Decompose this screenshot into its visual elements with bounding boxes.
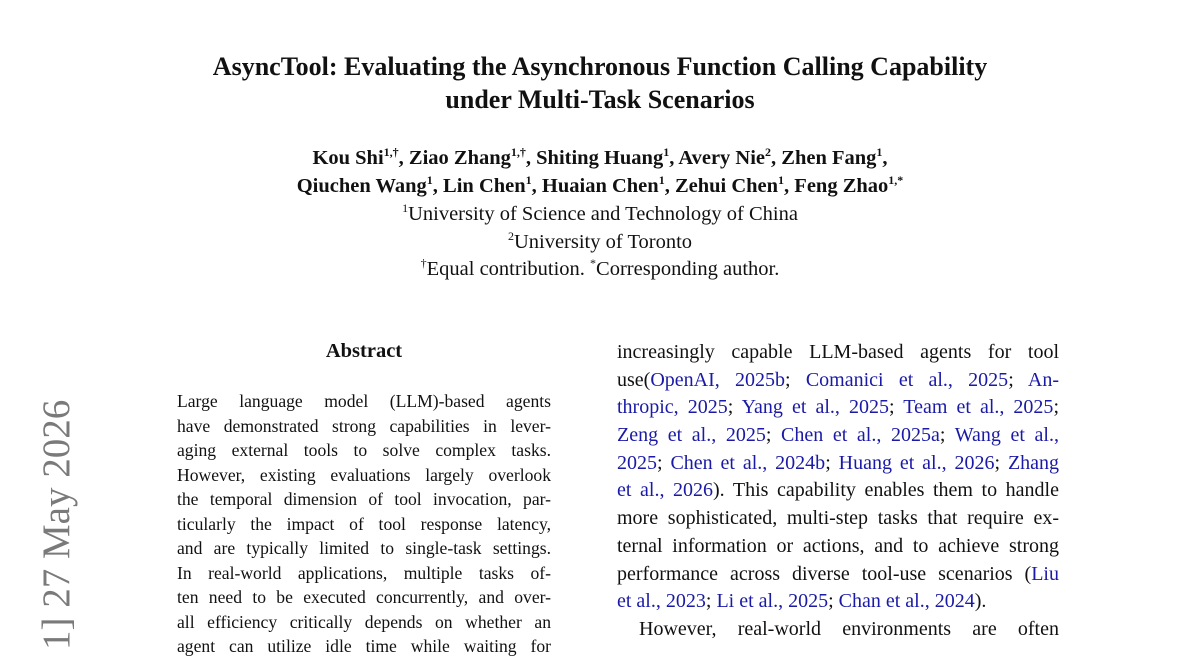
body-text-run: However, real-world environments are often	[639, 617, 1059, 640]
author-name: Ziao Zhang	[408, 147, 511, 169]
body-text-run: ;	[1008, 368, 1028, 391]
citation-link[interactable]: Li et al., 2025	[716, 590, 829, 613]
author-affil-mark: 1	[525, 173, 532, 187]
affil-mark: 1	[402, 201, 409, 215]
equal-mark: †	[420, 256, 427, 270]
body-text-run: increasingly capable LLM-based agents for tool	[617, 341, 1059, 363]
citation-link[interactable]: Chen et al., 2024b	[670, 451, 826, 474]
citation-link[interactable]: Zhang	[1007, 451, 1060, 474]
abstract-heading: Abstract	[325, 340, 403, 362]
abstract-line: have demonstrated strong capabilities in lever-	[177, 415, 551, 436]
author-line: Qiuchen Wang$^1$, Lin Chen$^1$, Huaian Chen$^1$, Zehui Chen$^1$, Feng Zhao$^{1,*}$	[296, 173, 904, 197]
body-text-run: performance across diverse tool-use scenarios (	[617, 562, 1032, 585]
body-line	[617, 339, 1059, 367]
abstract-line: all efficiency critically depends on whether an	[177, 611, 551, 632]
arxiv-sidebar-stamp: 1] 27 May 2026	[35, 399, 78, 650]
abstract-line: aging external tools to solve complex tasks.	[177, 440, 551, 460]
body-text-run: ). This capability enables them to handle	[713, 479, 1059, 502]
body-text-run: use(	[617, 368, 651, 391]
author-name: Shiting Huang	[536, 147, 664, 169]
body-text-run: ;	[939, 424, 955, 447]
body-text-run: more sophisticated, multi-step tasks that require ex-	[617, 507, 1059, 530]
citation-link[interactable]: Chan et al., 2024	[838, 590, 975, 613]
author-affil-mark: 1,†	[510, 145, 526, 159]
citation-link[interactable]: An-	[1027, 368, 1059, 391]
citation-link[interactable]: et al., 2023	[617, 590, 706, 613]
equal-text: Equal contribution.	[426, 258, 591, 280]
citation-link[interactable]: Yang et al., 2025	[741, 396, 889, 419]
author-name: Huaian Chen	[541, 175, 659, 197]
citation-link[interactable]: Chen et al., 2025a	[781, 424, 940, 447]
author-affil-mark: 1	[658, 173, 665, 187]
body-text-run: ;	[727, 396, 742, 419]
body-text-run: ;	[657, 451, 671, 474]
author-name: Feng Zhao	[794, 175, 889, 197]
body-text-run: ;	[765, 424, 782, 447]
citation-link[interactable]: 2025	[617, 451, 657, 474]
citation-link[interactable]: Team et al., 2025	[903, 396, 1054, 419]
citation-link[interactable]: Liu	[1031, 562, 1059, 585]
author-name: Lin Chen	[443, 175, 526, 197]
body-line	[617, 477, 1059, 505]
abstract-line: and are typically limited to single-task settings.	[177, 538, 551, 558]
title-line: AsyncTool: Evaluating the Asynchronous Function Calling Capability	[212, 52, 988, 81]
body-line	[617, 533, 1059, 561]
citation-link[interactable]: OpenAI, 2025b	[650, 368, 785, 391]
author-affil-mark: 1	[426, 173, 433, 187]
author-affil-mark: 1	[778, 173, 785, 187]
author-name: Zehui Chen	[674, 175, 779, 197]
abstract-line: In real-world applications, multiple tasks of-	[177, 562, 551, 583]
citation-link[interactable]: thropic, 2025	[617, 396, 728, 419]
affil-text: University of Science and Technology of China	[408, 203, 798, 225]
abstract-line: the temporal dimension of tool invocation, par-	[177, 489, 551, 509]
affiliation-1	[0, 201, 1200, 229]
abstract-line: Large language model (LLM)-based agents	[177, 391, 551, 411]
affil-mark: 2	[507, 228, 514, 243]
author-affil-mark: 2	[765, 145, 772, 159]
corresponding-text: Corresponding author.	[596, 258, 780, 280]
affiliations	[0, 201, 1200, 284]
abstract-line: ticularly the impact of tool response latency,	[177, 513, 551, 534]
body-line	[617, 588, 1059, 616]
affiliation-2	[0, 229, 1200, 257]
body-text-run: ;	[705, 590, 717, 613]
contribution-note	[0, 256, 1200, 284]
body-line	[617, 394, 1059, 422]
body-line	[617, 616, 1059, 644]
intro-column-text	[617, 339, 1059, 644]
author-affil-mark: 1	[876, 145, 883, 159]
body-text-run: ;	[825, 451, 839, 474]
body-line	[617, 450, 1059, 478]
author-list	[0, 144, 1200, 200]
author-name: Zhen Fang	[781, 147, 877, 169]
abstract-text	[177, 389, 551, 659]
corresponding-mark: *	[590, 256, 597, 270]
author-affil-mark: 1,*	[888, 173, 904, 187]
body-line	[617, 561, 1059, 589]
author-name: Avery Nie	[678, 147, 766, 169]
body-line	[617, 367, 1059, 395]
abstract-line: agent can utilize idle time while waiting for	[177, 636, 551, 656]
affil-text: University of Toronto	[513, 230, 693, 253]
body-text-run: ;	[785, 368, 806, 391]
title-line: under Multi-Task Scenarios	[445, 85, 755, 114]
body-text-run: ;	[888, 396, 904, 419]
body-text-run: ;	[994, 451, 1008, 474]
citation-link[interactable]: Zeng et al., 2025	[617, 424, 766, 447]
body-line	[617, 422, 1059, 450]
author-affil-mark: 1,†	[383, 145, 399, 159]
body-text-run: ).	[974, 590, 987, 613]
citation-link[interactable]: Wang et al.,	[954, 424, 1059, 447]
abstract-line: However, existing evaluations largely overlook	[177, 464, 551, 485]
author-line: Kou Shi$^{1,\dagger}$, Ziao Zhang$^{1,\dagger}$, Shiting Huang$^1$, Avery Nie$^2$, Zhen Fang$^1$,	[312, 145, 888, 169]
abstract-line: ten need to be executed concurrently, and over-	[177, 587, 551, 607]
body-text-run: ;	[828, 590, 839, 613]
body-text-run: ternal information or actions, and to achieve strong	[617, 534, 1059, 557]
body-line	[617, 505, 1059, 533]
citation-link[interactable]: et al., 2026	[617, 479, 714, 502]
citation-link[interactable]: Comanici et al., 2025	[805, 368, 1009, 391]
author-affil-mark: 1	[663, 145, 670, 159]
citation-link[interactable]: Huang et al., 2026	[838, 451, 995, 474]
body-text-run: ;	[1053, 396, 1059, 419]
author-name: Qiuchen Wang	[296, 175, 427, 197]
author-name: Kou Shi	[312, 147, 384, 169]
paper-title	[0, 50, 1200, 116]
